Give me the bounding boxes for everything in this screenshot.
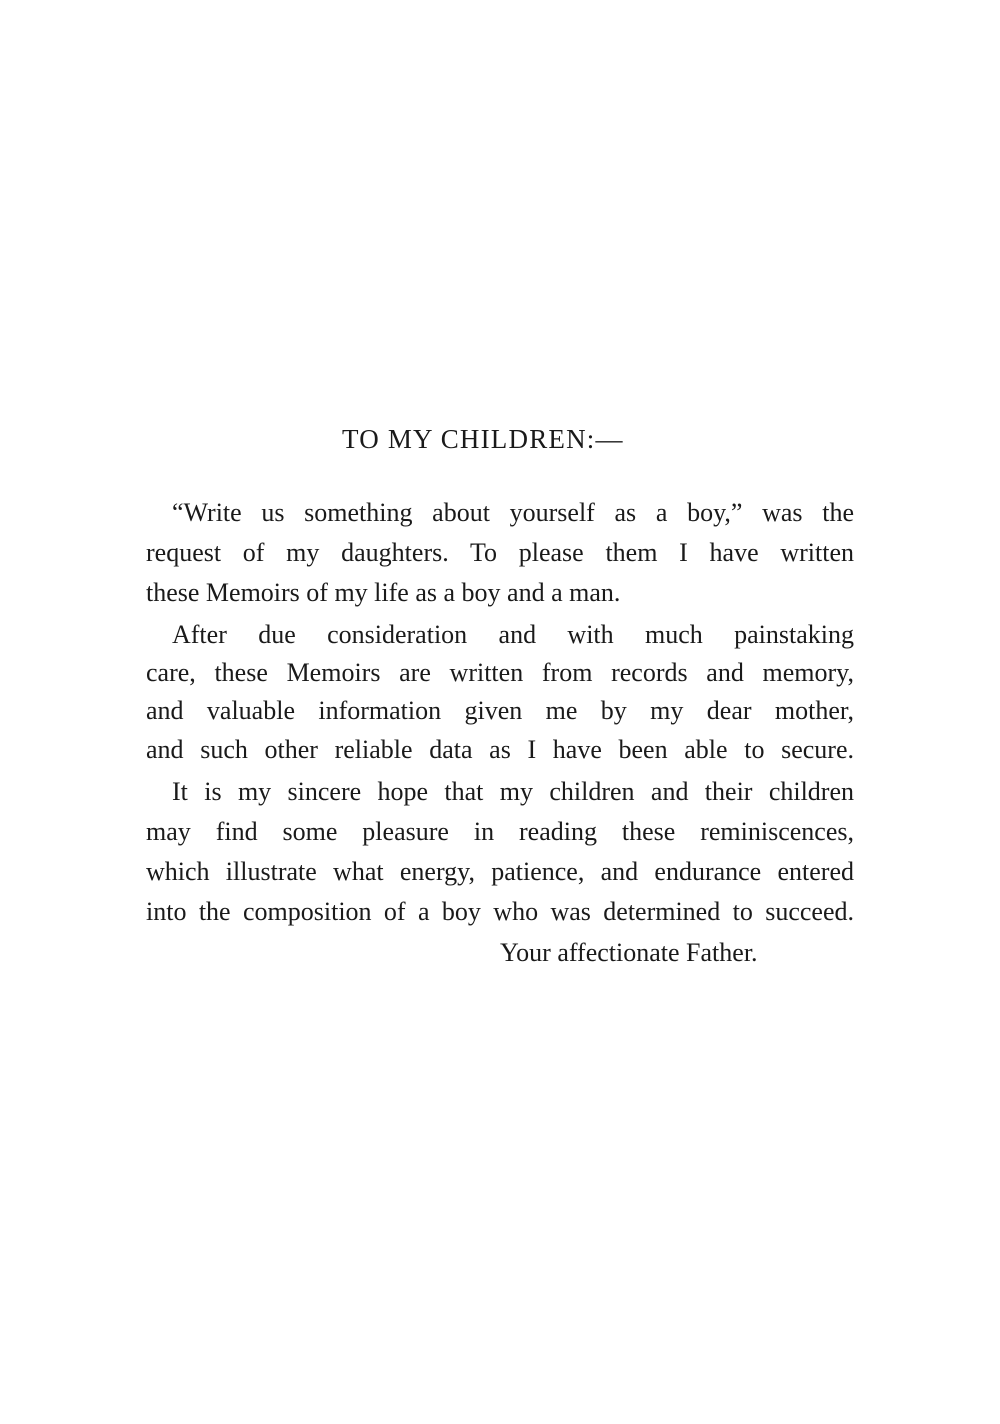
paragraph-1-line-1: “Write us something about yourself as a boy,” was the xyxy=(172,498,854,527)
paragraph-3-line-4: into the composition of a boy who was determined to succeed. xyxy=(146,897,854,926)
paragraph-2-line-2: care, these Memoirs are written from records and memory, xyxy=(146,658,854,687)
paragraph-1-line-2: request of my daughters. To please them I have written xyxy=(146,538,854,567)
paragraph-2-line-4: and such other reliable data as I have been able to secure. xyxy=(146,735,854,764)
paragraph-1-line-3: these Memoirs of my life as a boy and a man. xyxy=(146,578,621,607)
paragraph-2-line-1: After due consideration and with much painstaking xyxy=(172,620,854,649)
paragraph-3-line-3: which illustrate what energy, patience, and endurance entered xyxy=(146,857,854,886)
paragraph-2-line-3: and valuable information given me by my dear mother, xyxy=(146,696,854,725)
paragraph-3-line-1: It is my sincere hope that my children and their children xyxy=(172,777,854,806)
closing-signature: Your affectionate Father. xyxy=(500,938,758,967)
dedication-heading: TO MY CHILDREN:— xyxy=(342,424,624,454)
paragraph-3-line-2: may find some pleasure in reading these reminiscences, xyxy=(146,817,854,846)
